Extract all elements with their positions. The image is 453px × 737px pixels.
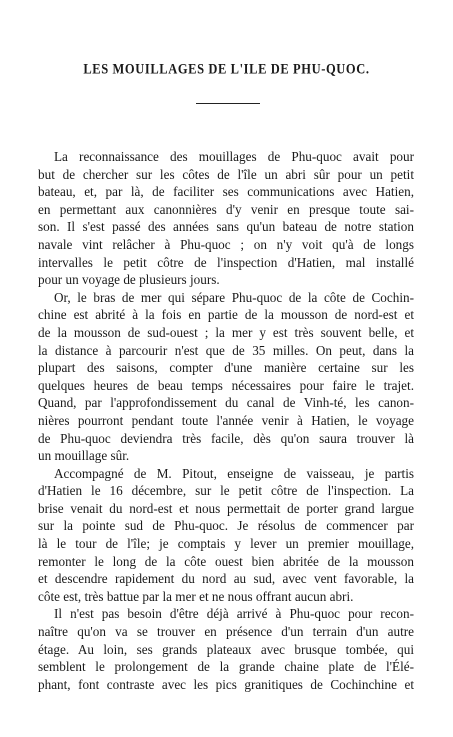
text-line: un mouillage sûr. — [38, 448, 130, 464]
paragraph-1 — [38, 148, 414, 289]
paragraph-4 — [38, 605, 414, 693]
text-line: La reconnaissance des mouillages de Phu-quoc avait pour — [54, 149, 414, 164]
text-line: navale vint relâcher à Phu-quoc ; on n'y voit qu'à de longs — [38, 236, 414, 252]
text-line: semblent le prolongement de la grande chaine plate de l'Élé- — [38, 659, 414, 675]
text-line: en permettant aux canonnières d'y venir en presque toute sai- — [38, 201, 414, 217]
text-line: d'Hatien le 16 décembre, sur le petit côtre de l'inspection. La — [38, 483, 414, 499]
text-line: Il n'est pas besoin d'être déjà arrivé à Phu-quoc pour recon- — [54, 606, 414, 622]
body-text — [38, 148, 414, 693]
title-rule — [196, 103, 260, 104]
text-line: la distance à parcourir n'est que de 35 milles. On peut, dans la — [38, 342, 414, 358]
text-line: Accompagné de M. Pitout, enseigne de vaisseau, je partis — [54, 465, 414, 481]
text-line: bateau, et, par là, de faciliter ses communications avec Hatien, — [38, 184, 414, 200]
text-line: nières pourront pendant toute l'année venir à Hatien, le voyage — [38, 412, 414, 428]
text-line: son. Il s'est passé des années sans qu'un bateau de notre station — [38, 219, 414, 235]
text-line: Quand, par l'approfondissement du canal de Vinh-té, les canon- — [38, 395, 414, 411]
text-line: intervalles le petit côtre de l'inspection d'Hatien, mal installé — [38, 254, 414, 270]
text-line: Or, le bras de mer qui sépare Phu-quoc de la côte de Cochin- — [54, 289, 414, 305]
text-line: quelques heures de beau temps nécessaires pour faire le trajet. — [38, 377, 414, 393]
text-line: là le tour de l'île; je comptais y lever un premier mouillage, — [38, 536, 414, 552]
text-line: but de chercher sur les côtes de l'île un abri sûr pour un petit — [38, 166, 414, 182]
text-line: et descendre rapidement du nord au sud, avec vent favorable, la — [38, 571, 414, 587]
text-line: brise venait du nord-est et nous permettait de porter grand largue — [38, 500, 414, 516]
text-line: phant, font contraste avec les pics granitiques de Cochinchine et — [38, 676, 414, 692]
text-line: naître qu'on va se trouver en présence d'un terrain d'un autre — [38, 624, 414, 640]
text-line: pour un voyage de plusieurs jours. — [38, 272, 220, 288]
text-line: de la mousson de sud-ouest ; la mer y est très souvent belle, et — [38, 324, 414, 340]
text-line: remonter le long de la côte ouest bien abritée de la mousson — [38, 553, 414, 569]
paragraph-3 — [38, 465, 414, 606]
text-line: côte est, très battue par la mer et ne nous offrant aucun abri. — [38, 588, 354, 604]
paragraph-2 — [38, 289, 414, 465]
text-line: étage. Au loin, ses grands plateaux avec brusque tombée, qui — [38, 641, 414, 657]
text-line: sur la pointe sud de Phu-quoc. Je résolus de commencer par — [38, 518, 414, 534]
text-line: plupart des saisons, compter d'une manière certaine sur les — [38, 360, 414, 376]
text-line: de Phu-quoc deviendra très facile, dès qu'on saura trouver là — [38, 430, 414, 446]
text-line: chine est abrité à la fois en partie de la mousson de nord-est et — [38, 307, 414, 323]
chapter-title: LES MOUILLAGES DE L'ILE DE PHU-QUOC. — [83, 60, 370, 77]
